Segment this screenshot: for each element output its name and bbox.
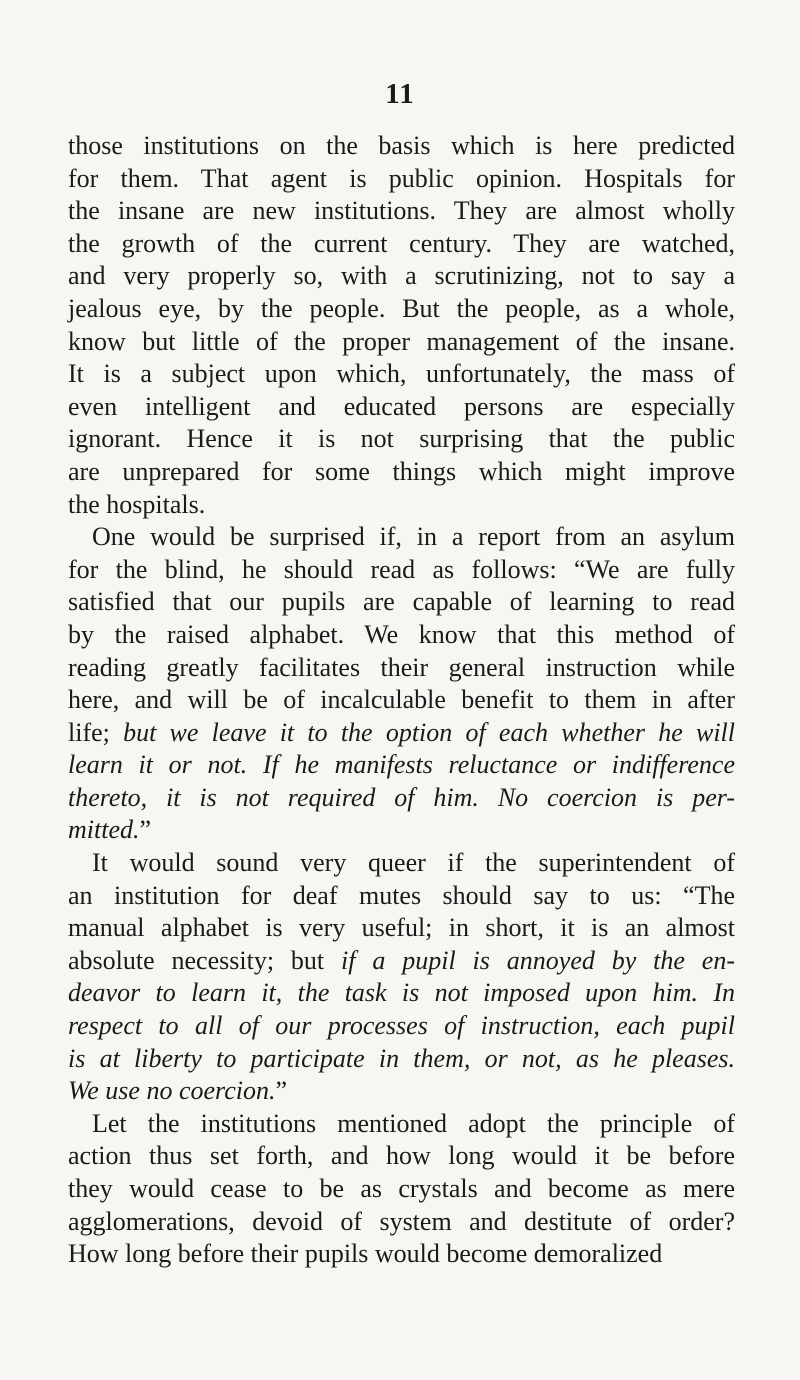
italic-text: learn it or not. If he manifests reluctance or indifference <box>68 750 735 780</box>
text-run: the hospitals. <box>68 489 206 519</box>
text-run: jealous eye, by the people. But the people, as a whole, <box>68 293 735 323</box>
text-run: for the blind, he should read as follows: “We are fully <box>68 554 735 584</box>
text-line <box>68 814 735 847</box>
text-line <box>68 1140 735 1173</box>
text-line <box>68 326 735 359</box>
italic-text: if a pupil is annoyed by the en- <box>341 945 735 975</box>
text-line <box>68 1075 735 1108</box>
text-run: life; <box>68 717 124 747</box>
text-line <box>68 391 735 424</box>
text-run: even intelligent and educated persons are especially <box>68 391 735 421</box>
text-line <box>68 1043 735 1076</box>
text-run: It is a subject upon which, unfortunately, the mass of <box>68 359 735 389</box>
text-run: action thus set forth, and how long would it be before <box>68 1141 735 1171</box>
text-line <box>68 163 735 196</box>
text-run: ” <box>275 1076 288 1106</box>
text-run: It would sound very queer if the superintendent of <box>92 848 735 878</box>
italic-text: deavor to learn it, the task is not imposed upon him. In <box>68 978 735 1008</box>
text-line <box>68 945 735 978</box>
italic-text: mitted. <box>68 815 140 845</box>
text-line <box>68 1108 735 1141</box>
text-line <box>68 456 735 489</box>
text-run: are unprepared for some things which might improve <box>68 456 735 486</box>
text-line <box>68 912 735 945</box>
text-line <box>68 880 735 913</box>
text-run: manual alphabet is very useful; in short, it is an almost <box>68 913 735 943</box>
text-line <box>68 195 735 228</box>
text-line <box>68 619 735 652</box>
text-line <box>68 489 735 522</box>
text-line <box>68 521 735 554</box>
text-line <box>68 358 735 391</box>
text-run: the insane are new institutions. They are almost wholly <box>68 196 735 226</box>
italic-text: respect to all of our processes of instruction, each pupil <box>68 1011 735 1041</box>
italic-text: but we leave it to the option of each whether he will <box>123 717 735 747</box>
text-run: absolute necessity; but <box>68 945 342 975</box>
text-run: for them. That agent is public opinion. Hospitals for <box>68 163 735 193</box>
text-run: and very properly so, with a scrutinizing, not to say a <box>68 261 735 291</box>
text-run: satisfied that our pupils are capable of learning to read <box>68 587 735 617</box>
text-line <box>68 717 735 750</box>
text-run: an institution for deaf mutes should say to us: “The <box>68 880 735 910</box>
body-text <box>68 130 735 1271</box>
italic-text: is at liberty to participate in them, or not, as he pleases. <box>68 1043 735 1073</box>
text-line <box>68 1238 735 1271</box>
text-line <box>68 1173 735 1206</box>
text-run: they would cease to be as crystals and become as mere <box>68 1174 735 1203</box>
text-line <box>68 260 735 293</box>
text-line <box>68 652 735 685</box>
text-run: the growth of the current century. They are watched, <box>68 228 735 258</box>
text-line <box>68 586 735 619</box>
text-run: How long before their pupils would become demoralized <box>68 1239 663 1269</box>
italic-text: thereto, it is not required of him. No coercion is per- <box>68 782 735 812</box>
text-line <box>68 749 735 782</box>
text-line <box>68 847 735 880</box>
text-run: agglomerations, devoid of system and destitute of order? <box>68 1206 735 1236</box>
text-line <box>68 684 735 717</box>
text-line <box>68 554 735 587</box>
text-run: ignorant. Hence it is not surprising that the public <box>68 424 735 454</box>
text-line <box>68 423 735 456</box>
text-line <box>68 228 735 261</box>
text-line <box>68 782 735 815</box>
text-line <box>68 130 735 163</box>
page-number: 11 <box>385 78 415 110</box>
text-run: know but little of the proper management of the insane. <box>68 326 735 356</box>
text-line <box>68 977 735 1010</box>
text-run: reading greatly facilitates their general instruction while <box>68 652 735 682</box>
text-run: ” <box>139 815 152 845</box>
italic-text: We use no coercion. <box>68 1076 276 1106</box>
text-run: by the raised alphabet. We know that this method of <box>68 619 735 649</box>
text-line <box>68 293 735 326</box>
text-run: those institutions on the basis which is here predicted <box>68 131 735 160</box>
text-line <box>68 1010 735 1043</box>
text-run: here, and will be of incalculable benefit to them in after <box>68 685 735 715</box>
text-run: One would be surprised if, in a report from an asylum <box>92 522 735 552</box>
text-run: Let the institutions mentioned adopt the principle of <box>92 1108 735 1138</box>
text-line <box>68 1206 735 1239</box>
